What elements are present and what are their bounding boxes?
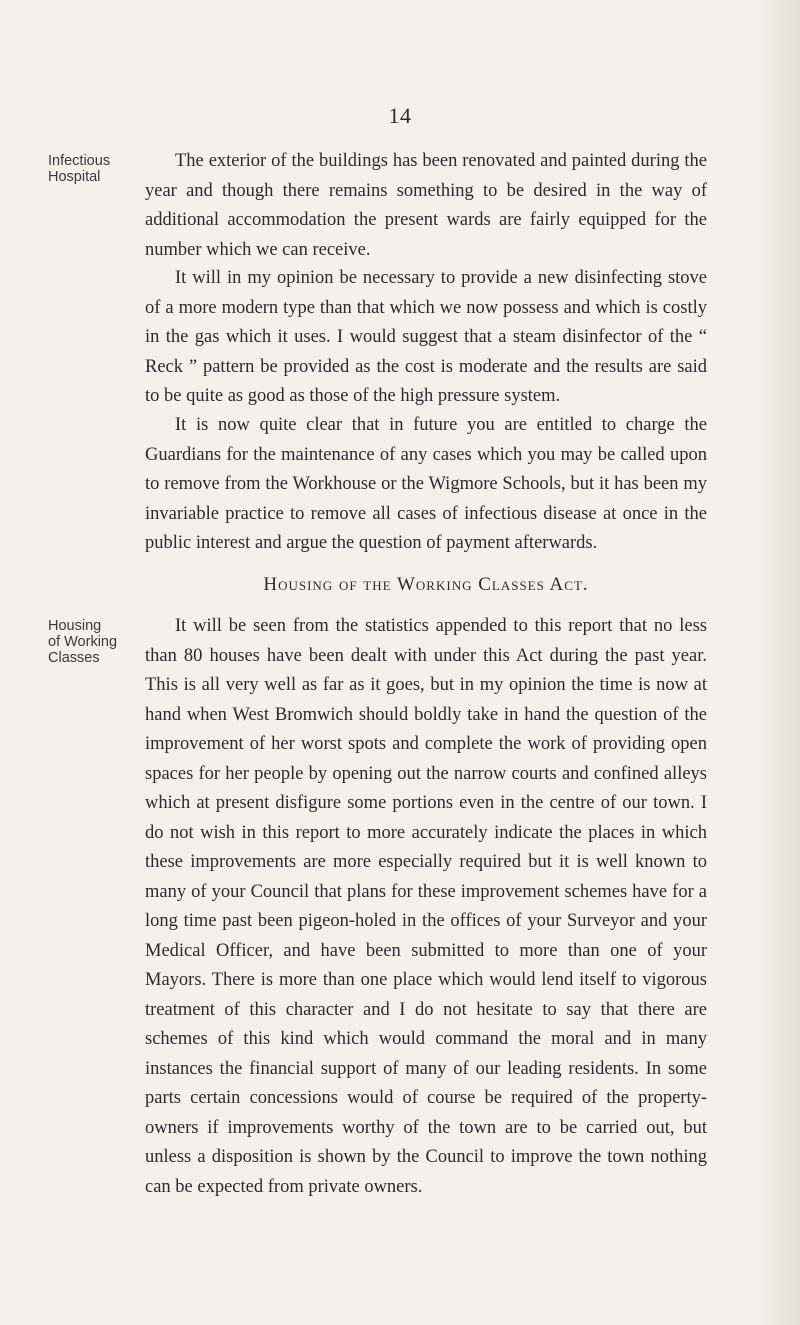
margin-note-line: Housing [48, 618, 102, 634]
paragraph-housing-act: It will be seen from the statistics appended to this report that no less than 80 houses have been dealt with under this Act during the past year. This is all very well as far as it goes, but in my opinion the time is now at hand when West Bromwich should boldly take in hand the question of the improvement of her worst spots and complete the work of providing open spaces for her people by opening out the narrow courts and confined alleys which at present disfigure some portions even in the centre of our town. I do not wish in this report to more accurately indicate the places in which these improvements are more especially required but it is well known to many of your Council that plans for these improvement schemes have for a long time past been pigeon-holed in the offices of your Surveyor and your Medical Officer, and have been submitted to more than one of your Mayors. There is more than one place which would lend itself to vigorous treatment of this character and I do not hesitate to say that there are schemes of this kind which would command the moral and in many instances the financial support of many of our leading residents. In some parts certain concessions would of course be required of the property-owners if improvements worthy of the town are to be carried out, but unless a disposition is shown by the Council to improve the town nothing can be expected from private owners. [145, 616, 707, 1197]
margin-note-line: Infectious [48, 153, 111, 169]
page-number: 14 [388, 103, 412, 128]
page-edge-shadow [760, 0, 800, 1325]
section-heading [145, 574, 707, 596]
section-heading-text: Housing of the Working Classes Act. [263, 574, 589, 595]
margin-note-line: Classes [48, 650, 100, 666]
margin-note-line: Hospital [48, 169, 101, 185]
paragraph-guardians-charges: It is now quite clear that in future you are entitled to charge the Guardians for the maintenance of any cases which you may be called upon to remove from the Workhouse or the Wigmore Schools, but it has been my invariable practice to remove all cases of infectious disease at once in the public interest and argue the question of payment afterwards. [145, 415, 707, 553]
margin-note-line: of Working [48, 634, 118, 650]
paragraph-disinfecting-stove: It will in my opinion be necessary to provide a new disinfecting stove of a more modern type than that which we now possess and which is costly in the gas which it uses. I would suggest that a steam disinfector of the “ Reck ” pattern be provided as the cost is moderate and the results are said to be quite as good as those of the high pressure system. [145, 268, 707, 406]
margin-note-infectious-hospital [48, 153, 128, 185]
paragraph-infectious-hospital: The exterior of the buildings has been renovated and painted during the year and though there remains something to be desired in the way of additional accommodation the present wards are fairly equipped for the number which we can receive. [145, 151, 707, 260]
margin-note-housing-working-classes [48, 618, 128, 666]
